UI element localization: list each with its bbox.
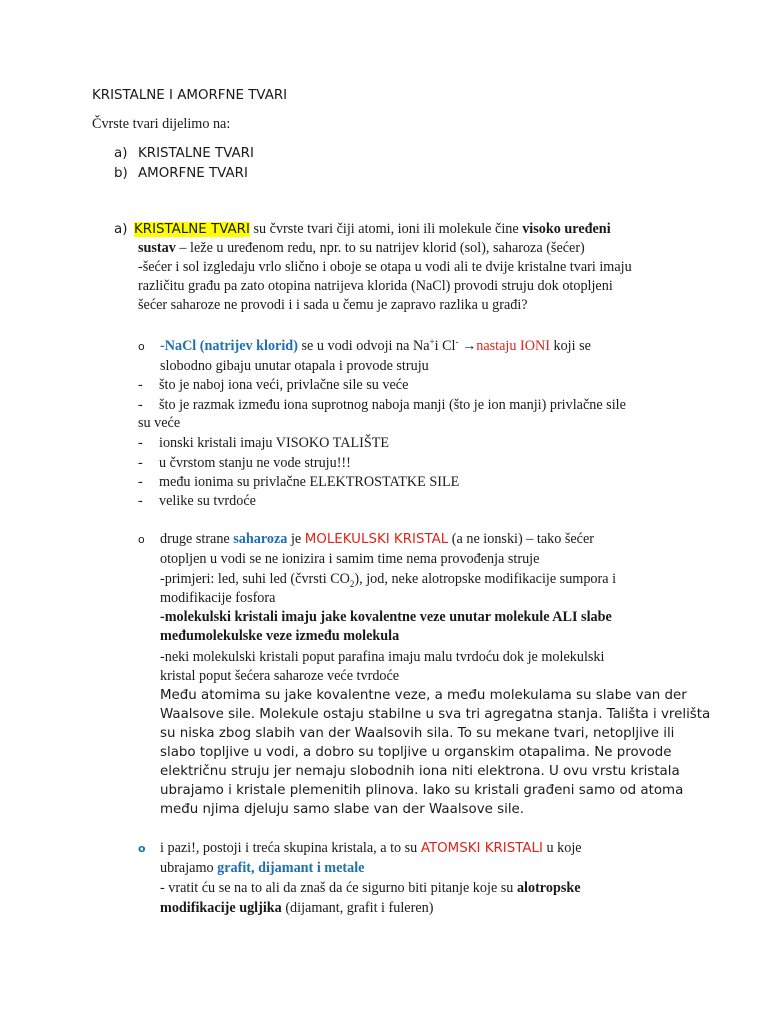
paragraph-line-4: slabo topljive u vodi, a dobro su topljive u organskim otapalima. Ne provode — [160, 745, 672, 760]
saharoza-line-4: modifikacije fosfora — [160, 590, 276, 606]
nacl-dash-4-text: u čvrstom stanju ne vode struju!!! — [159, 455, 351, 471]
paragraph-line-3: su niska zbog slabih van der Waalsovih sila. To su mekane tvari, netopljive ili — [160, 726, 675, 741]
section-a-heading: KRISTALNE TVARI — [134, 222, 250, 237]
nacl-line-2: slobodno gibaju unutar otapala i provode struju — [160, 358, 429, 374]
saharoza-name: saharoza — [233, 531, 288, 547]
saharoza-line-8: kristal poput šećera saharoze veće tvrdoće — [160, 668, 400, 684]
list-item-amorfne: AMORFNE TVARI — [138, 166, 248, 181]
nacl-dash-1-text: što je naboj iona veći, privlačne sile su veće — [159, 377, 409, 393]
nacl-dash-5-text: među ionima su privlačne ELEKTROSTATKE SILE — [159, 474, 460, 490]
paragraph-line-1: Među atomima su jake kovalentne veze, a među molekulama su slabe van der — [160, 688, 687, 703]
nacl-dash-5: - — [138, 474, 143, 490]
saharoza-bullet: o — [138, 533, 145, 546]
paragraph-line-6: ubrajamo i kristale plemenitih plinova. Iako su kristali građeni samo od atoma — [160, 783, 684, 798]
nacl-line-1: -NaCl (natrijev klorid) se u vodi odvoji na Na+i Cl- →nastaju IONI koji se — [160, 336, 591, 354]
nacl-dash-2-text: što je razmak između iona suprotnog naboja manji (što je ion manji) privlačne sile — [159, 397, 626, 413]
paragraph-line-5: električnu struju jer nemaju slobodnih iona niti elektrona. U ovu vrstu kristala — [160, 764, 680, 779]
saharoza-line-7: -neki molekulski kristali poput parafina imaju malu tvrdoću dok je molekulski — [160, 649, 605, 665]
section-a-line-3: -šećer i sol izgledaju vrlo slično i oboje se otapa u vodi ali te dvije kristalne tvari imaju — [138, 259, 632, 275]
nacl-dash-6-text: velike su tvrdoće — [159, 493, 256, 509]
atomski-line-2: ubrajamo grafit, dijamant i metale — [160, 860, 365, 876]
nacl-name: -NaCl (natrijev klorid) — [160, 338, 298, 354]
saharoza-line-5: -molekulski kristali imaju jake kovalentne veze unutar molekule ALI slabe — [160, 609, 612, 625]
list-marker-b: b) — [114, 166, 128, 181]
list-marker-a: a) — [114, 146, 128, 161]
nacl-dash-3: - — [138, 435, 143, 451]
paragraph-line-7: među njima djeluju samo slabe van der Waalsove sile. — [160, 802, 525, 817]
list-item-kristalne: KRISTALNE TVARI — [138, 146, 254, 161]
section-a-marker: a) — [114, 222, 128, 237]
molekulski-kristal: MOLEKULSKI KRISTAL — [304, 532, 449, 547]
atomski-line-1: i pazi!, postoji i treća skupina kristala, a to su ATOMSKI KRISTALI u koje — [160, 840, 582, 856]
section-a-line-2: sustav – leže u uređenom redu, npr. to su natrijev klorid (sol), saharoza (šećer) — [138, 240, 585, 256]
saharoza-line-1: druge strane saharoza je MOLEKULSKI KRISTAL (a ne ionski) – tako šećer — [160, 531, 594, 547]
arrow-icon: → — [462, 338, 477, 354]
atomski-kristali: ATOMSKI KRISTALI — [420, 841, 543, 856]
nacl-dash-3-text: ionski kristali imaju VISOKO TALIŠTE — [159, 435, 390, 451]
nastaju-ioni: nastaju IONI — [476, 338, 550, 354]
nacl-bullet: o — [138, 340, 145, 353]
grafit-dijamant-metale: grafit, dijamant i metale — [217, 860, 365, 876]
atomski-bullet: o — [138, 842, 146, 855]
atomski-line-3: - vratit ću se na to ali da znaš da će sigurno biti pitanje koje su alotropske — [160, 880, 581, 896]
document-title: KRISTALNE I AMORFNE TVARI — [92, 88, 288, 103]
nacl-dash-1: - — [138, 377, 143, 393]
section-a-line-4: različitu građu pa zato otopina natrijeva klorida (NaCl) provodi struju dok otopljeni — [138, 278, 613, 294]
atomski-line-4: modifikacije ugljika (dijamant, grafit i fuleren) — [160, 900, 434, 916]
paragraph-line-2: Waalsove sile. Molekule ostaju stabilne u sva tri agregatna stanja. Tališta i vrelišta — [160, 707, 711, 722]
saharoza-line-2: otopljen u vodi se ne ionizira i samim time nema provođenja struje — [160, 551, 540, 567]
nacl-dash-4: - — [138, 455, 143, 471]
nacl-dash-6: - — [138, 493, 143, 509]
section-a-line-1: KRISTALNE TVARI su čvrste tvari čiji atomi, ioni ili molekule čine visoko uređeni — [134, 221, 611, 237]
intro-text: Čvrste tvari dijelimo na: — [92, 116, 231, 132]
saharoza-line-6: međumolekulske veze između molekula — [160, 628, 400, 644]
saharoza-line-3: -primjeri: led, suhi led (čvrsti $CO_2$), jod, neke alotropske modifikacije sumpora i — [160, 571, 617, 589]
nacl-dash-2: - — [138, 397, 143, 413]
nacl-dash-2-cont: su veće — [138, 415, 181, 431]
section-a-line-5: šećer saharoze ne provodi i i sada u čemu je zapravo razlika u građi? — [138, 297, 528, 313]
